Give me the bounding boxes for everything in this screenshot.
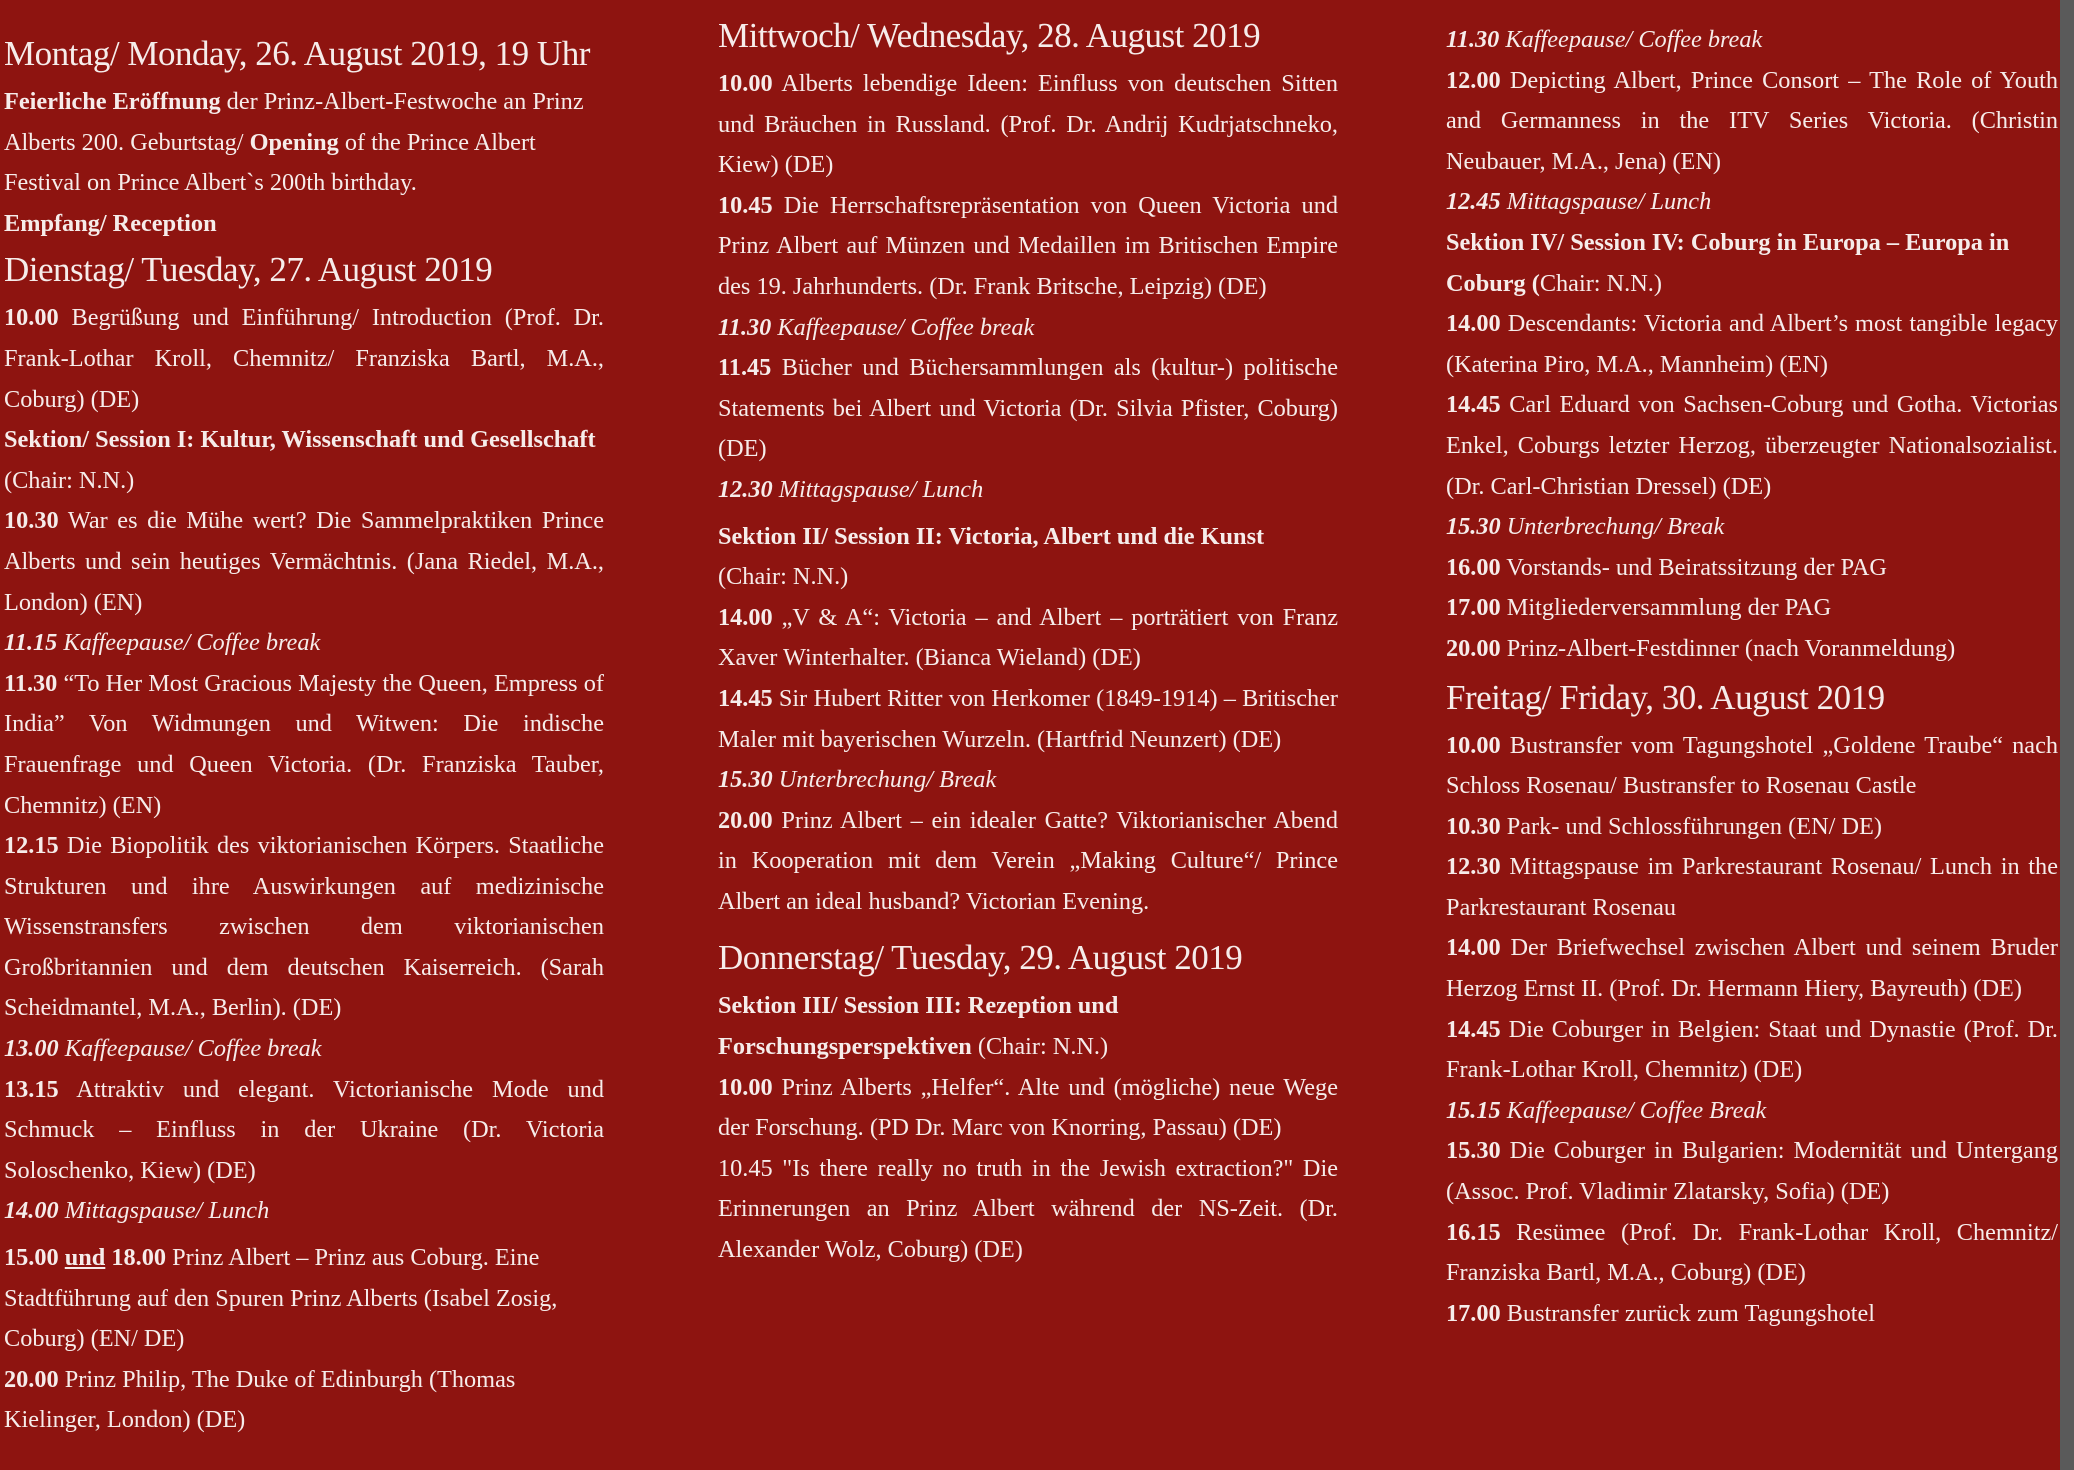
entry-time: 11.30 <box>718 313 772 341</box>
friday-heading: Freitag/ Friday, 30. August 2019 <box>1446 677 1885 717</box>
entry-time: 12.30 <box>1446 853 1501 881</box>
entry-time: 10.00 <box>4 304 59 332</box>
break-entry <box>1446 20 2058 61</box>
talk-entry <box>718 679 1338 760</box>
entry-time: 14.00 <box>1446 310 1501 338</box>
break-text: Kaffeepause/ Coffee break <box>1499 26 1763 53</box>
tour-time-start: 15.00 <box>4 1244 59 1272</box>
opening-text-2: of the Prince Albert Festival on Prince Albert`s 200th birthday. <box>4 128 536 197</box>
break-text: Mittagspause/ Lunch <box>58 1197 270 1225</box>
talk-entry <box>1446 847 2058 928</box>
entry-time: 10.00 <box>718 1073 773 1101</box>
tour-text: Prinz Albert – Prinz aus Coburg. Eine Stadtführung auf den Spuren Prinz Alberts (Isabel Zosig, Coburg) (EN/ DE) <box>4 1244 558 1353</box>
wednesday-list-2 <box>718 517 1338 923</box>
philip-text: Prinz Philip, The Duke of Edinburgh (Thomas Kielinger, London) (DE) <box>4 1365 516 1434</box>
break-text: Unterbrechung/ Break <box>1500 513 1725 541</box>
session-entry <box>4 420 604 501</box>
talk-entry <box>718 64 1338 186</box>
tour-time-end: 18.00 <box>111 1244 167 1272</box>
talk-entry <box>1446 807 2058 848</box>
tour-entry <box>4 1238 604 1360</box>
talk-entry <box>1446 588 2058 629</box>
talk-entry <box>1446 629 2058 670</box>
entry-text: 10.45 "Is there really no truth in the Jewish extraction?" Die Erinnerungen an Prinz Albert während der NS-Zeit. (Dr. Alexander Wolz, Coburg) (DE) <box>718 1154 1338 1264</box>
opening-label-en: Opening <box>249 128 339 156</box>
opening-label-de: Feierliche Eröffnung <box>4 88 221 115</box>
entry-time: 13.15 <box>4 1075 59 1103</box>
thursday-cont-list <box>1446 20 2058 670</box>
entry-time: 20.00 <box>718 806 773 834</box>
entry-time: 15.30 <box>718 766 773 794</box>
entry-text: Mittagspause im Parkrestaurant Rosenau/ Lunch in the Parkrestaurant Rosenau <box>1446 853 2058 921</box>
break-text: Unterbrechung/ Break <box>772 766 997 794</box>
talk-entry <box>4 501 604 623</box>
talk-entry <box>1446 928 2058 1009</box>
entry-text: Attraktiv und elegant. Victorianische Mode und Schmuck – Einfluss in der Ukraine (Dr. Victoria Soloschenko, Kiew) (DE) <box>4 1075 604 1184</box>
session-title: Sektion/ Session I: Kultur, Wissenschaft und Gesellschaft <box>4 426 596 454</box>
break-text: Kaffeepause/ Coffee break <box>771 313 1035 341</box>
entry-text: Bustransfer vom Tagungshotel „Goldene Traube“ nach Schloss Rosenau/ Bustransfer to Rosenau Castle <box>1446 731 2058 800</box>
entry-text: Bücher und Büchersammlungen als (kultur-) politische Statements bei Albert und Victoria (Dr. Silvia Pfister, Coburg) (DE) <box>718 354 1338 463</box>
break-text: Kaffeepause/ Coffee Break <box>1500 1096 1767 1124</box>
entry-time: 16.15 <box>1446 1218 1501 1246</box>
wednesday-list <box>718 64 1338 511</box>
philip-entry <box>4 1360 604 1441</box>
thursday-heading: Donnerstag/ Tuesday, 29. August 2019 <box>718 938 1243 978</box>
talk-entry <box>4 1070 604 1192</box>
entry-time: 15.30 <box>1446 1137 1501 1165</box>
entry-text: „V & A“: Victoria – and Albert – porträtiert von Franz Xaver Winterhalter. (Bianca Wieland) (DE) <box>718 603 1338 672</box>
entry-time: 10.00 <box>1446 731 1501 759</box>
entry-text: Park- und Schlossführungen (EN/ DE) <box>1500 812 1882 840</box>
break-entry <box>4 1191 604 1232</box>
reception-entry <box>4 204 604 245</box>
talk-entry <box>718 598 1338 679</box>
entry-text: Die Biopolitik des viktorianischen Körpers. Staatliche Strukturen und ihre Auswirkungen auf medizinische Wissenstransfers zwischen dem viktorianischen Großbritannien und dem deutschen Kaiserreich. (Sarah Scheidmantel, M.A., Berlin). (DE) <box>4 832 604 1022</box>
entry-time: 11.30 <box>4 669 58 697</box>
session-title: Sektion II/ Session II: Victoria, Albert und die Kunst <box>718 522 1265 550</box>
talk-entry <box>1446 1131 2058 1212</box>
entry-time: 14.00 <box>718 603 773 631</box>
entry-time: 12.00 <box>1446 66 1501 94</box>
break-entry <box>1446 507 2058 548</box>
tuesday-list <box>4 298 604 1232</box>
entry-text: Sir Hubert Ritter von Herkomer (1849-1914) – Britischer Maler mit bayerischen Wurzeln. (Hartfrid Neunzert) (DE) <box>718 684 1338 753</box>
entry-text: Bustransfer zurück zum Tagungshotel <box>1500 1299 1876 1327</box>
talk-entry <box>718 1068 1338 1149</box>
column-1 <box>4 32 604 1441</box>
entry-time: 10.45 <box>718 191 773 219</box>
entry-time: 15.15 <box>1446 1096 1501 1124</box>
talk-entry <box>718 801 1338 923</box>
tour-und: und <box>64 1244 106 1272</box>
entry-time: 11.15 <box>4 629 58 657</box>
entry-text: Die Herrschaftsrepräsentation von Queen Victoria und Prinz Albert auf Münzen und Medaillen im Britischen Empire des 19. Jahrhunderts. (Dr. Frank Britsche, Leipzig) (DE) <box>718 191 1338 300</box>
entry-time: 13.00 <box>4 1035 59 1063</box>
entry-text: “To Her Most Gracious Majesty the Queen, Empress of India” Von Widmungen und Witwen: Die indische Frauenfrage und Queen Victoria. (Dr. Franziska Tauber, Chemnitz) (EN) <box>4 669 604 819</box>
break-entry <box>718 760 1338 801</box>
session-entry <box>1446 223 2058 304</box>
reception-label: Empfang/ Reception <box>4 209 217 237</box>
entry-time: 14.00 <box>4 1197 59 1225</box>
break-entry <box>4 1029 604 1070</box>
entry-text: Resümee (Prof. Dr. Frank-Lothar Kroll, Chemnitz/ Franziska Bartl, M.A., Coburg) (DE) <box>1446 1218 2058 1287</box>
entry-text: Mitgliederversammlung der PAG <box>1500 594 1832 622</box>
talk-entry <box>1446 548 2058 589</box>
session-chair: (Chair: N.N.) <box>971 1033 1109 1061</box>
talk-entry <box>1446 61 2058 183</box>
talk-entry <box>1446 1010 2058 1091</box>
break-text: Kaffeepause/ Coffee break <box>58 1035 322 1063</box>
thursday-list <box>718 986 1338 1270</box>
entry-time: 14.45 <box>718 684 773 712</box>
entry-time: 12.30 <box>718 475 773 503</box>
monday-heading: Montag/ Monday, 26. August 2019, 19 Uhr <box>4 34 590 73</box>
break-text: Mittagspause/ Lunch <box>1500 188 1712 216</box>
entry-time: 11.45 <box>718 354 772 382</box>
break-text: Kaffeepause/ Coffee break <box>57 629 321 657</box>
session-title: Sektion IV/ Session IV: Coburg in Europa – Europa in Coburg ( <box>1446 228 2010 297</box>
opening-entry <box>4 82 604 204</box>
wednesday-heading: Mittwoch/ Wednesday, 28. August 2019 <box>718 16 1261 55</box>
entry-time: 10.00 <box>718 70 773 97</box>
break-entry <box>718 470 1338 511</box>
column-2 <box>718 14 1338 1271</box>
session-chair: (Chair: N.N.) <box>4 466 135 494</box>
talk-entry <box>1446 385 2058 507</box>
entry-time: 14.00 <box>1446 934 1501 962</box>
session-chair: Chair: N.N.) <box>1539 269 1662 297</box>
talk-entry <box>1446 304 2058 385</box>
entry-text: Begrüßung und Einführung/ Introduction (Prof. Dr. Frank-Lothar Kroll, Chemnitz/ Franziska Bartl, M.A., Coburg) (DE) <box>4 304 604 413</box>
session-entry <box>718 517 1338 598</box>
talk-entry <box>4 826 604 1029</box>
entry-time: 12.45 <box>1446 188 1501 216</box>
entry-text: War es die Mühe wert? Die Sammelpraktiken Prince Alberts und sein heutiges Vermächtnis. (Jana Riedel, M.A., London) (EN) <box>4 507 604 616</box>
entry-time: 20.00 <box>1446 634 1501 662</box>
entry-time: 14.45 <box>1446 391 1501 419</box>
break-entry <box>4 623 604 664</box>
entry-text: Prinz-Albert-Festdinner (nach Voranmeldung) <box>1500 634 1956 662</box>
session-title: Sektion III/ Session III: Rezeption und Forschungsperspektiven <box>718 992 1119 1061</box>
entry-time: 14.45 <box>1446 1015 1501 1043</box>
entry-time: 10.30 <box>4 507 59 535</box>
entry-text: Depicting Albert, Prince Consort – The Role of Youth and Germanness in the ITV Series Victoria. (Christin Neubauer, M.A., Jena) (EN) <box>1446 66 2058 175</box>
entry-time: 17.00 <box>1446 1299 1501 1327</box>
entry-time: 17.00 <box>1446 594 1501 622</box>
talk-entry <box>718 1149 1338 1271</box>
entry-text: Der Briefwechsel zwischen Albert und seinem Bruder Herzog Ernst II. (Prof. Dr. Hermann Hiery, Bayreuth) (DE) <box>1446 934 2058 1003</box>
entry-text: Prinz Albert – ein idealer Gatte? Viktorianischer Abend in Kooperation mit dem Verein „Making Culture“/ Prince Albert an ideal husband? Victorian Evening. <box>718 806 1338 915</box>
break-entry <box>1446 1091 2058 1132</box>
talk-entry <box>1446 726 2058 807</box>
talk-entry <box>1446 1294 2058 1335</box>
entry-time: 10.30 <box>1446 812 1501 840</box>
break-entry <box>718 308 1338 349</box>
entry-time: 12.15 <box>4 832 59 860</box>
entry-text: Descendants: Victoria and Albert’s most tangible legacy (Katerina Piro, M.A., Mannheim) (EN) <box>1446 310 2058 378</box>
entry-text: Die Coburger in Belgien: Staat und Dynastie (Prof. Dr. Frank-Lothar Kroll, Chemnitz) (DE) <box>1446 1015 2058 1084</box>
break-text: Mittagspause/ Lunch <box>772 475 984 503</box>
entry-time: 11.30 <box>1446 26 1500 53</box>
session-entry <box>718 986 1338 1067</box>
talk-entry <box>4 664 604 826</box>
break-entry <box>1446 182 2058 223</box>
friday-list <box>1446 726 2058 1335</box>
talk-entry <box>718 186 1338 308</box>
talk-entry <box>718 348 1338 470</box>
opening-text-1: der Prinz-Albert-Festwoche an Prinz Alberts 200. Geburtstag/ <box>4 88 584 156</box>
entry-text: Carl Eduard von Sachsen-Coburg und Gotha. Victorias Enkel, Coburgs letzter Herzog, überzeugter Nationalsozialist. (Dr. Carl-Christian Dressel) (DE) <box>1446 391 2058 500</box>
talk-entry <box>1446 1213 2058 1294</box>
entry-text: Alberts lebendige Ideen: Einfluss von deutschen Sitten und Bräuchen in Russland. (Prof. Dr. Andrij Kudrjatschneko, Kiew) (DE) <box>718 70 1338 179</box>
session-chair: (Chair: N.N.) <box>718 563 849 591</box>
column-3 <box>1446 20 2058 1334</box>
entry-time: 15.30 <box>1446 513 1501 541</box>
tuesday-heading: Dienstag/ Tuesday, 27. August 2019 <box>4 250 493 290</box>
talk-entry <box>4 298 604 420</box>
entry-time: 16.00 <box>1446 553 1501 581</box>
entry-text: Die Coburger in Bulgarien: Modernität und Untergang (Assoc. Prof. Vladimir Zlatarsky, Sofia) (DE) <box>1446 1137 2058 1206</box>
philip-time: 20.00 <box>4 1365 59 1393</box>
entry-text: Vorstands- und Beiratssitzung der PAG <box>1500 553 1887 581</box>
entry-text: Prinz Alberts „Helfer“. Alte und (mögliche) neue Wege der Forschung. (PD Dr. Marc von Knorring, Passau) (DE) <box>718 1073 1338 1142</box>
